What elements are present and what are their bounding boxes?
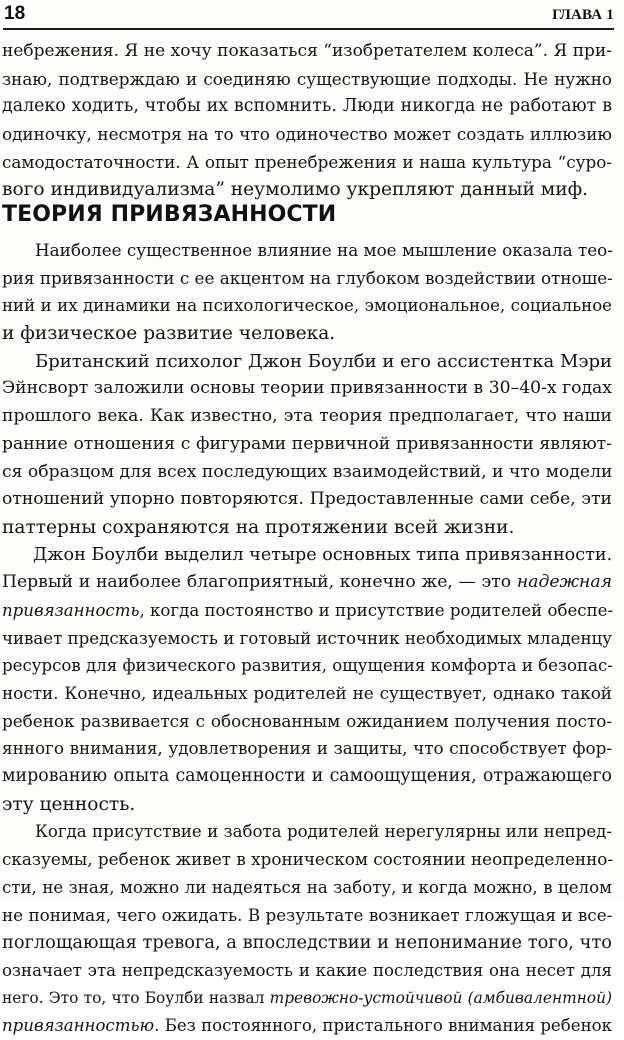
text-line: и физическое развитие человека. [2, 323, 336, 345]
text-line: Когда присутствие и забота родителей нерегулярны или непред- [35, 822, 612, 842]
italic-term: привязанностью [2, 1016, 155, 1036]
text-line: Джон Боулби выделил четыре основных типа привязанности. [33, 544, 613, 565]
italic-term: надежная [516, 572, 612, 593]
running-header [3, 2, 614, 30]
text-line: не понимая, чего ожидать. В результате возникает гложущая и все- [2, 904, 613, 925]
text-line: небрежения. Я не хочу показаться “изобретателем колеса”. Я при- [2, 41, 612, 61]
text-line: чивает предсказуемость и готовый источник необходимых младенцу [2, 628, 612, 648]
section-heading: ТЕОРИЯ ПРИВЯЗАННОСТИ [2, 202, 337, 227]
text-line: ности. Конечно, идеальных родителей не существует, однако такой [2, 683, 612, 703]
text-line: ранние отношения с фигурами первичной привязанности являют- [2, 433, 612, 454]
text-line: знаю, подтверждаю и соединяю существующие подходы. Не нужно [2, 68, 612, 89]
chapter-title: ГЛАВА 1 [552, 7, 614, 23]
text-line: янного внимания, удовлетворения и защиты, что способствует фор- [2, 738, 612, 759]
text-line: поглощающая тревога, а впоследствии и непонимание того, что [2, 932, 612, 954]
text-line-mixed [2, 569, 612, 597]
text-line: ний и их динамики на психологическое, эмоциональное, социальное [2, 296, 612, 316]
text-line: Эйнсворт заложили основы теории привязанности в 30–40-х годах [2, 378, 612, 399]
text-line: прошлого века. Как известно, эта теория предполагает, что наши [2, 406, 612, 427]
text-run: , когда постоянство и присутствие родителей обеспе- [139, 600, 614, 620]
intro-paragraph [2, 38, 612, 204]
text-line-mixed [2, 597, 612, 625]
italic-term: привязанность [2, 600, 140, 620]
italic-term: тревожно-устойчивой (амбивалентной) [269, 988, 612, 1007]
text-line: сказуемы, ребенок живет в хроническом состоянии неопределенно- [2, 849, 614, 870]
text-line: самодостаточности. А опыт пренебрежения и наша культура “суро- [2, 151, 612, 172]
text-line: сти, не зная, можно ли надеяться на заботу, и когда можно, в целом [2, 877, 612, 897]
text-line-mixed [2, 1012, 612, 1040]
text-line: рия привязанности с ее акцентом на глубоком воздействии отноше- [2, 267, 613, 288]
text-line: одиночку, несмотря на то что одиночество может создать иллюзию [2, 124, 612, 145]
text-line: эту ценность. [2, 793, 136, 815]
text-run: Первый и наиболее благоприятный, конечно же, — это [2, 572, 517, 593]
text-line: паттерны сохраняются на протяжении всей жизни. [2, 516, 515, 538]
section-body [2, 237, 612, 1040]
text-line: ресурсов для физического развития, ощущения комфорта и безопас- [2, 656, 613, 676]
text-line: мированию опыта самоценности и самоощущения, отражающего [2, 766, 612, 787]
text-line: отношений упорно повторяются. Предоставленные сами себе, эти [2, 489, 612, 510]
text-line: ся образцом для всех последующих взаимодействий, и что модели [2, 461, 613, 482]
text-run: него. Это то, что Боулби назвал [2, 988, 270, 1007]
text-line: ребенок развивается с обоснованным ожиданием получения посто- [2, 710, 612, 731]
page-number: 18 [4, 3, 26, 24]
text-line: Наиболее существенное влияние на мое мышление оказала тео- [35, 240, 613, 260]
text-line-mixed [2, 985, 612, 1013]
text-run: . Без постоянного, пристального внимания ребенок [154, 1016, 612, 1036]
text-line: означает эта непредсказуемость и какие последствия она несет для [2, 960, 612, 980]
text-line: далеко ходить, чтобы их вспомнить. Люди никогда не работают в [2, 96, 612, 117]
text-line: Британский психолог Джон Боулби и его ассистентка Мэри [35, 350, 612, 372]
text-line: вого индивидуализма” неумолимо укрепляют данный миф. [2, 179, 589, 201]
